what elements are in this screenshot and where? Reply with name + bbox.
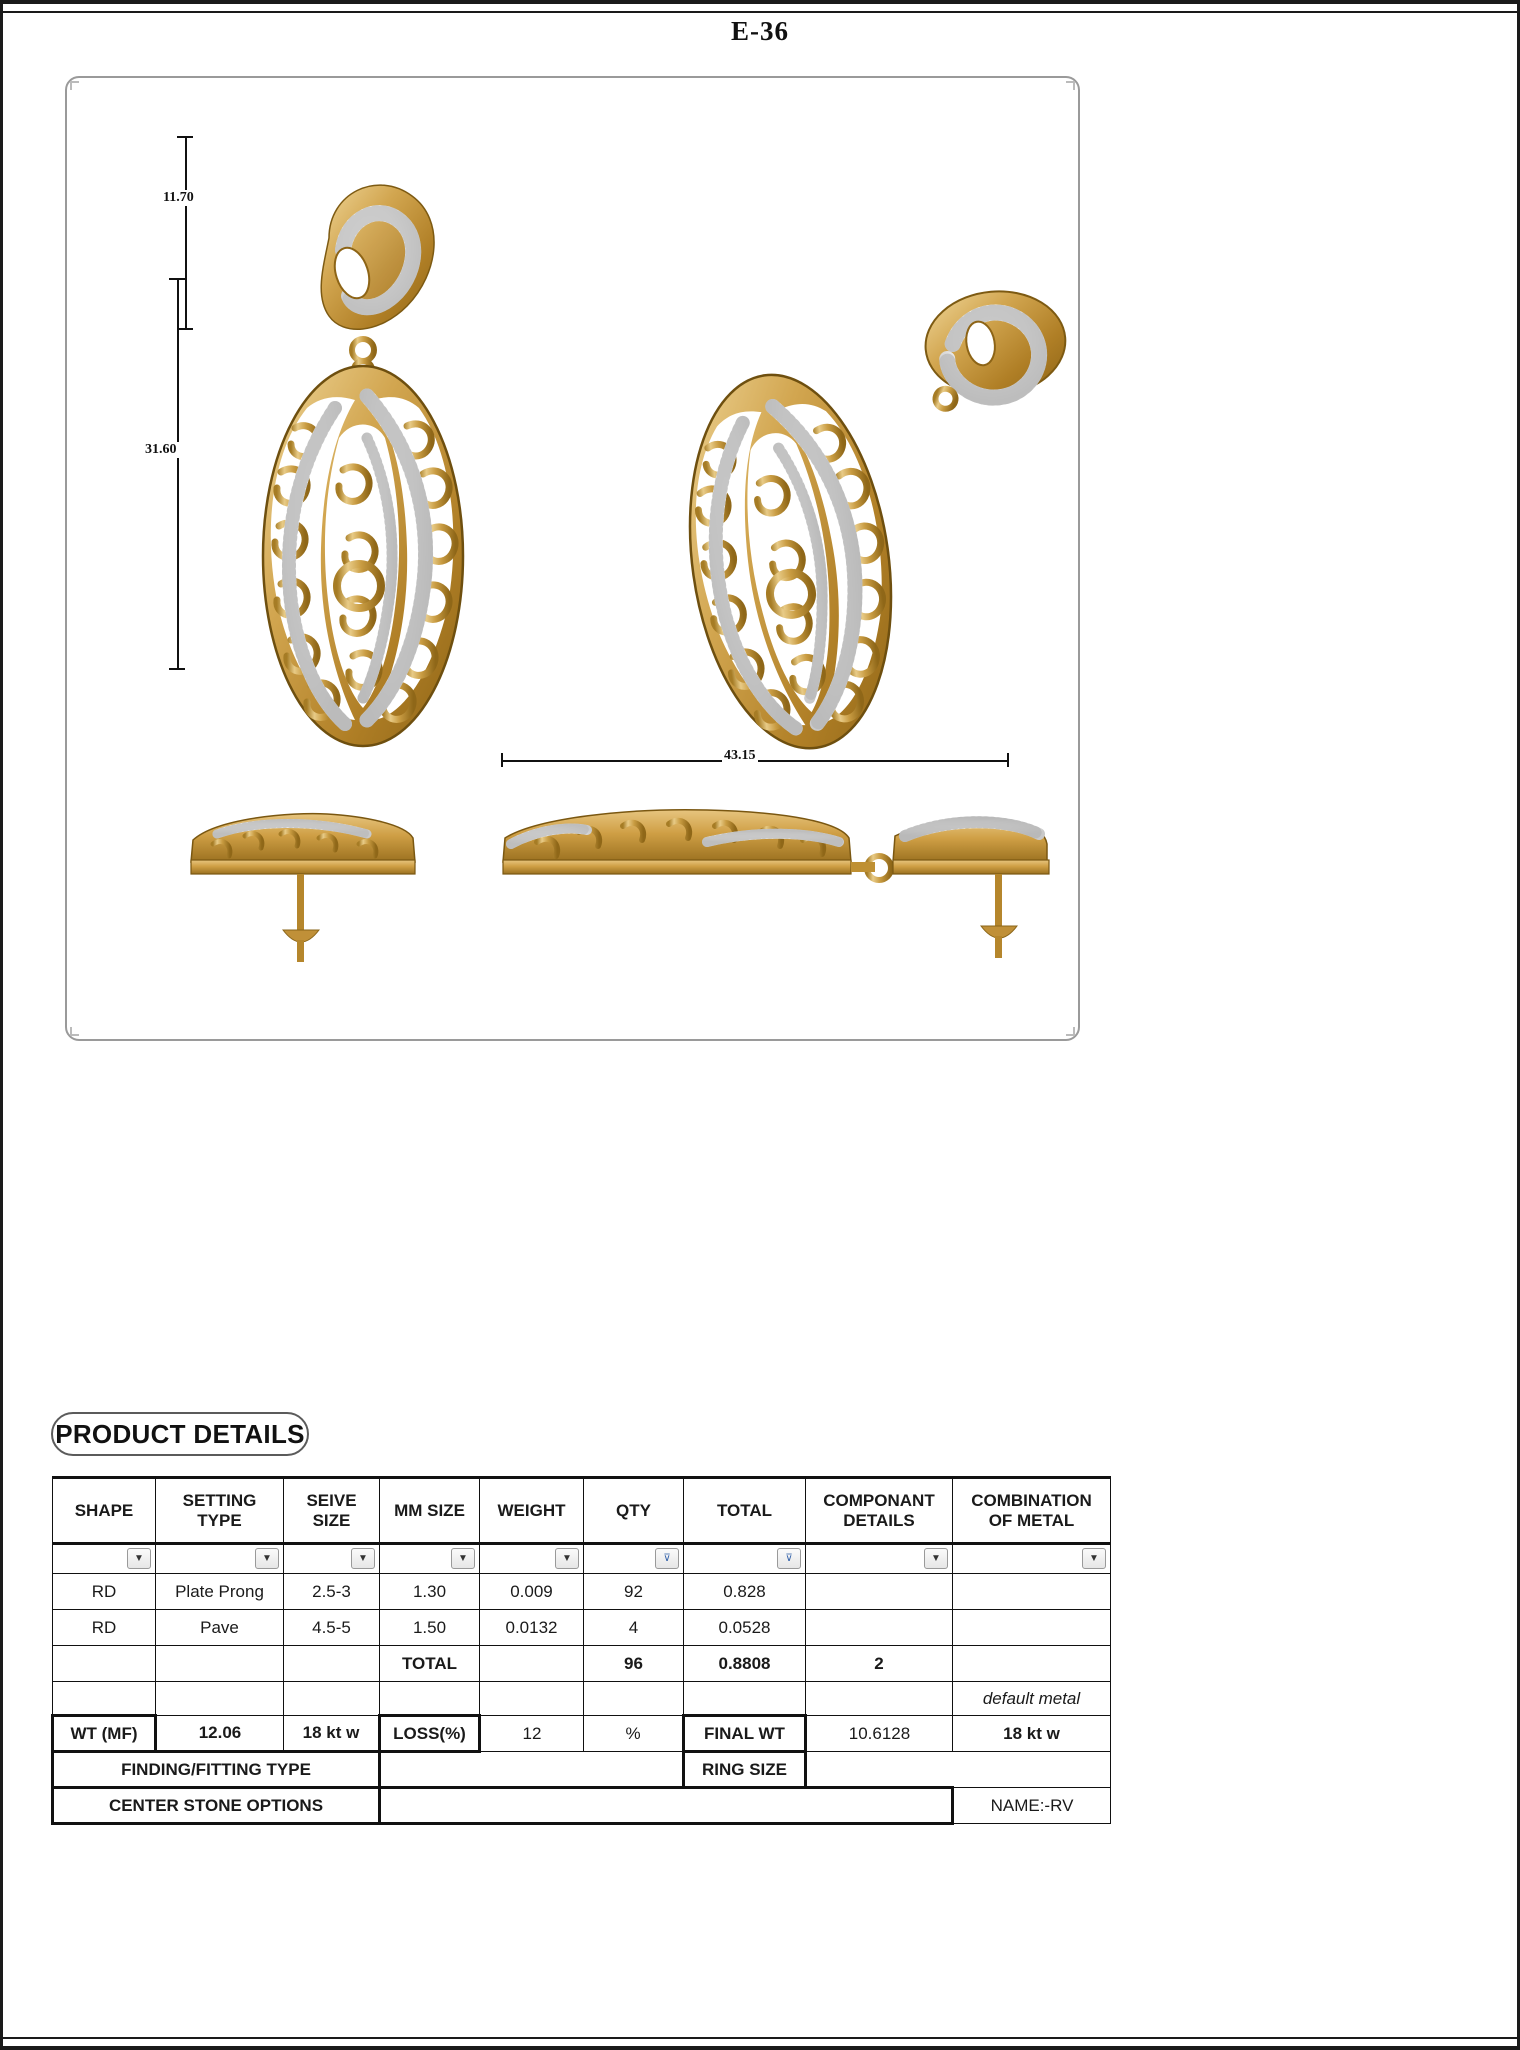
filter-dropdown-icon-shape[interactable]: ▼ [127, 1548, 151, 1569]
filter-cell-shape[interactable] [53, 1544, 156, 1574]
cell-qty: 4 [584, 1610, 684, 1646]
loss-label: LOSS(%) [380, 1716, 480, 1752]
column-header-shape: SHAPE [53, 1478, 156, 1544]
table-weight-row [53, 1716, 1111, 1752]
cell-combination-of-metal [953, 1610, 1111, 1646]
filter-cell-qty[interactable] [584, 1544, 684, 1574]
stud-side-view [191, 814, 415, 962]
cell-combination-of-metal [953, 1574, 1111, 1610]
dim-cap-43-15-left [501, 753, 503, 767]
filter-dropdown-icon-componant-details[interactable]: ▼ [924, 1548, 948, 1569]
total-cell-total: 0.8808 [684, 1646, 806, 1682]
earring-angled-view [554, 171, 1078, 830]
filter-cell-combination-of-metal[interactable] [953, 1544, 1111, 1574]
cell-componant-details [806, 1610, 953, 1646]
loss-value: 12 [480, 1716, 584, 1752]
cell-total: 0.828 [684, 1574, 806, 1610]
table-finding-row [53, 1752, 1111, 1788]
finding-fitting-label: FINDING/FITTING TYPE [53, 1752, 380, 1788]
filter-funnel-icon-total[interactable]: ⊽ [777, 1548, 801, 1569]
dim-line-31-60 [177, 278, 179, 670]
filter-cell-setting-type[interactable] [156, 1544, 284, 1574]
earring-front-view [263, 185, 463, 746]
total-cell-shape [53, 1646, 156, 1682]
table-default-metal-row [53, 1682, 1111, 1716]
cell-shape: RD [53, 1574, 156, 1610]
final-metal: 18 kt w [953, 1716, 1111, 1752]
table-total-row [53, 1646, 1111, 1682]
center-stone-options-label: CENTER STONE OPTIONS [53, 1788, 380, 1824]
filter-dropdown-icon-weight[interactable]: ▼ [555, 1548, 579, 1569]
filter-cell-total[interactable] [684, 1544, 806, 1574]
cell-setting-type: Pave [156, 1610, 284, 1646]
filter-cell-seive-size[interactable] [284, 1544, 380, 1574]
product-details-tag-label: PRODUCT DETAILS [55, 1418, 305, 1449]
table-row [53, 1574, 1111, 1610]
blank-cell-2 [156, 1682, 284, 1716]
column-header-seive-size: SEIVE SIZE [284, 1478, 380, 1544]
total-cell-qty: 96 [584, 1646, 684, 1682]
table-header-row [53, 1478, 1111, 1544]
cell-shape: RD [53, 1610, 156, 1646]
finding-fitting-value[interactable] [380, 1752, 684, 1788]
product-details-table [51, 1476, 1111, 1825]
column-header-qty: QTY [584, 1478, 684, 1544]
cell-weight: 0.009 [480, 1574, 584, 1610]
dim-label-43-15: 43.15 [724, 748, 756, 763]
dim-cap-31-60-top [169, 278, 185, 280]
filter-dropdown-icon-setting-type[interactable]: ▼ [255, 1548, 279, 1569]
center-stone-options-value[interactable] [380, 1788, 953, 1824]
column-header-setting-type: SETTING TYPE [156, 1478, 284, 1544]
total-cell-componant-details: 2 [806, 1646, 953, 1682]
designer-name: NAME:-RV [953, 1788, 1111, 1824]
cell-mm-size: 1.50 [380, 1610, 480, 1646]
bottom-rule [3, 2037, 1517, 2039]
column-header-total: TOTAL [684, 1478, 806, 1544]
blank-cell-5 [480, 1682, 584, 1716]
dim-cap-43-15-right [1007, 753, 1009, 767]
default-metal-value: default metal [953, 1682, 1111, 1716]
total-cell-weight [480, 1646, 584, 1682]
final-wt-label: FINAL WT [684, 1716, 806, 1752]
dim-cap-11-70-bottom [177, 328, 193, 330]
ring-size-value[interactable] [806, 1752, 1111, 1788]
filter-dropdown-icon-mm-size[interactable]: ▼ [451, 1548, 475, 1569]
filter-cell-weight[interactable] [480, 1544, 584, 1574]
filter-cell-componant-details[interactable] [806, 1544, 953, 1574]
wt-mf-value: 12.06 [156, 1716, 284, 1752]
table-filter-row [53, 1544, 1111, 1574]
dim-cap-11-70-top [177, 136, 193, 138]
blank-cell-3 [284, 1682, 380, 1716]
filter-funnel-icon-qty[interactable]: ⊽ [655, 1548, 679, 1569]
dim-label-11-70: 11.70 [163, 190, 194, 205]
page-title: E-36 [731, 16, 789, 46]
wt-mf-metal: 18 kt w [284, 1716, 380, 1752]
wt-mf-label: WT (MF) [53, 1716, 156, 1752]
blank-cell-7 [684, 1682, 806, 1716]
total-cell-seive-size [284, 1646, 380, 1682]
cell-componant-details [806, 1574, 953, 1610]
total-label: TOTAL [380, 1646, 480, 1682]
column-header-combination-of-metal: COMBINATION OF METAL [953, 1478, 1111, 1544]
cell-total: 0.0528 [684, 1610, 806, 1646]
filter-cell-mm-size[interactable] [380, 1544, 480, 1574]
cell-seive-size: 2.5-3 [284, 1574, 380, 1610]
blank-cell-6 [584, 1682, 684, 1716]
blank-cell-1 [53, 1682, 156, 1716]
product-details-tag [51, 1412, 309, 1456]
jewelry-render [67, 78, 1078, 1039]
filter-dropdown-icon-combination-of-metal[interactable]: ▼ [1082, 1548, 1106, 1569]
ring-size-label: RING SIZE [684, 1752, 806, 1788]
cell-qty: 92 [584, 1574, 684, 1610]
cell-seive-size: 4.5-5 [284, 1610, 380, 1646]
top-rule [3, 11, 1517, 13]
earring-side-view [503, 810, 1049, 958]
column-header-mm-size: MM SIZE [380, 1478, 480, 1544]
total-cell-setting-type [156, 1646, 284, 1682]
percent-symbol: % [584, 1716, 684, 1752]
dim-line-11-70 [185, 136, 187, 330]
cell-mm-size: 1.30 [380, 1574, 480, 1610]
cell-setting-type: Plate Prong [156, 1574, 284, 1610]
cell-weight: 0.0132 [480, 1610, 584, 1646]
column-header-componant-details: COMPONANT DETAILS [806, 1478, 953, 1544]
drawing-panel [65, 76, 1080, 1041]
table-row [53, 1610, 1111, 1646]
dim-label-31-60: 31.60 [145, 442, 177, 457]
final-wt-value: 10.6128 [806, 1716, 953, 1752]
dim-cap-31-60-bottom [169, 668, 185, 670]
column-header-weight: WEIGHT [480, 1478, 584, 1544]
blank-cell-4 [380, 1682, 480, 1716]
table-center-stone-row [53, 1788, 1111, 1824]
blank-cell-8 [806, 1682, 953, 1716]
filter-dropdown-icon-seive-size[interactable]: ▼ [351, 1548, 375, 1569]
total-cell-combination-of-metal [953, 1646, 1111, 1682]
